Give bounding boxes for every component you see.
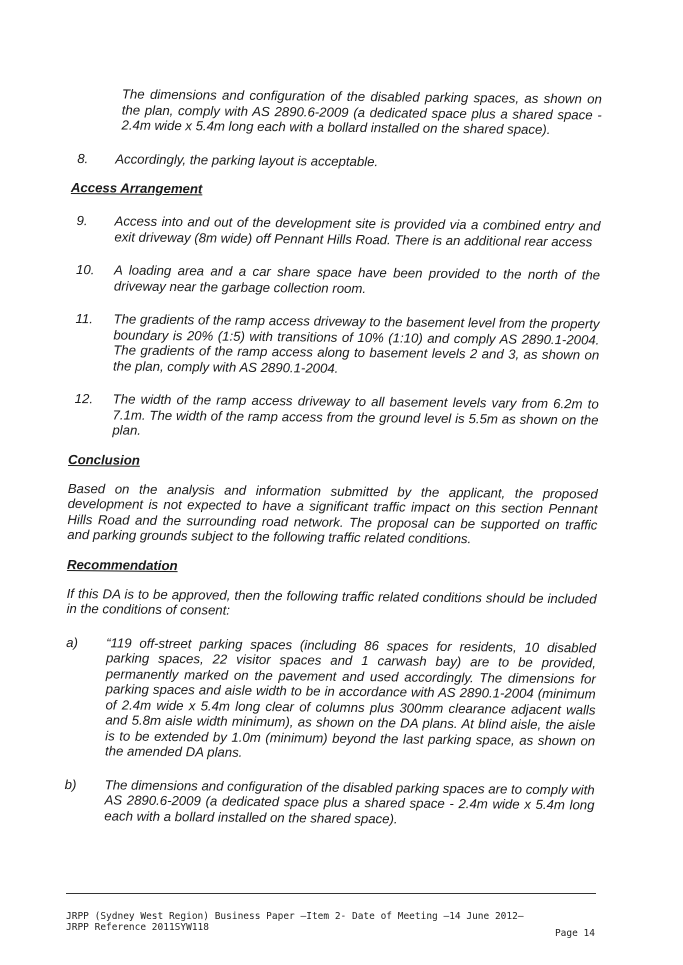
intro-paragraph: The dimensions and configuration of the disabled parking spaces, as shown on the plan, comply with AS 2890.6-2009 (a dedicated space plus a shared space - 2.4m wide x 5.4m long each with a bollard installed on the shared space). bbox=[121, 86, 602, 138]
page-number: Page 14 bbox=[554, 928, 595, 939]
item-text: The gradients of the ramp access driveway to the basement level from the property boundary is 20% (1:5) with transitions of 10% (1:10) and comply AS 2890.1-2004. The gradients of the ramp access along to basement levels 2 and 3, as shown on the plan, comply with AS 2890.1-2004. bbox=[112, 311, 600, 376]
condition-text: The dimensions and configuration of the disabled parking spaces are to comply with AS 2890.6-2009 (a dedicated space plus a shared space - 2.4m wide x 5.4m long each with a bollard installed on the shared space). bbox=[104, 776, 595, 826]
item-number: 8. bbox=[77, 150, 89, 166]
recommendation-heading: Recommendation bbox=[66, 556, 178, 573]
list-item bbox=[69, 311, 600, 379]
item-text: Accordingly, the parking layout is acceptable. bbox=[115, 150, 379, 169]
document-body bbox=[64, 86, 602, 829]
recommendation-paragraph: If this DA is to be approved, then the following traffic related conditions should be included in the conditions of consent: bbox=[66, 585, 597, 618]
footer-line-1: JRPP (Sydney West Region) Business Paper –Item 2- Date of Meeting –14 June 2012– bbox=[66, 911, 524, 922]
condition-item bbox=[65, 634, 596, 764]
footer bbox=[66, 911, 596, 933]
condition-item bbox=[64, 776, 594, 828]
list-item bbox=[70, 262, 600, 299]
item-text: The width of the ramp access driveway to all basement levels vary from 6.2m to 7.1m. The width of the ramp access from the ground level is 5.5m as shown on the plan. bbox=[112, 391, 599, 438]
access-arrangement-heading: Access Arrangement bbox=[70, 179, 203, 197]
conclusion-heading: Conclusion bbox=[68, 451, 140, 468]
condition-text: “119 off-street parking spaces (including 86 spaces for residents, 10 disabled parking spaces, 22 visitor spaces and 1 carwash bay) are to be provided, permanently marked on the pavement and used accordingly. The dimensions for parking spaces and aisle width to be in accordance with AS 2890.1-2004 (minimum of 2.4m wide x 5.4m long clear of columns plus 300mm clearance adjacent walls and 5.8m aisle width minimum), as shown on the DA plans. At blind aisle, the aisle is to be extended by 1.0m (minimum) beyond the last parking space, as shown on the amended DA plans. bbox=[104, 634, 597, 760]
conclusion-paragraph: Based on the analysis and information submitted by the applicant, the proposed development is not expected to have a significant traffic impact on this section Pennant Hills Road and the surrounding road network. The proposal can be supported on traffic and parking grounds subject to the following traffic related conditions. bbox=[67, 480, 598, 547]
footer-divider bbox=[66, 893, 596, 894]
item-number: 9. bbox=[76, 213, 88, 229]
list-item bbox=[68, 391, 598, 443]
list-item bbox=[71, 150, 601, 171]
item-text: A loading area and a car share space have been provided to the north of the driveway near the garbage collection room. bbox=[113, 262, 601, 296]
condition-label: b) bbox=[64, 776, 77, 792]
item-number: 10. bbox=[75, 262, 95, 278]
item-number: 12. bbox=[74, 391, 94, 407]
list-item bbox=[70, 213, 600, 250]
condition-label: a) bbox=[66, 634, 78, 650]
item-number: 11. bbox=[75, 311, 94, 327]
item-text: Access into and out of the development site is provided via a combined entry and exit driveway (8m wide) off Pennant Hills Road. There is an additional rear access bbox=[114, 213, 601, 249]
footer-line-2: JRPP Reference 2011SYW118 bbox=[66, 922, 209, 933]
